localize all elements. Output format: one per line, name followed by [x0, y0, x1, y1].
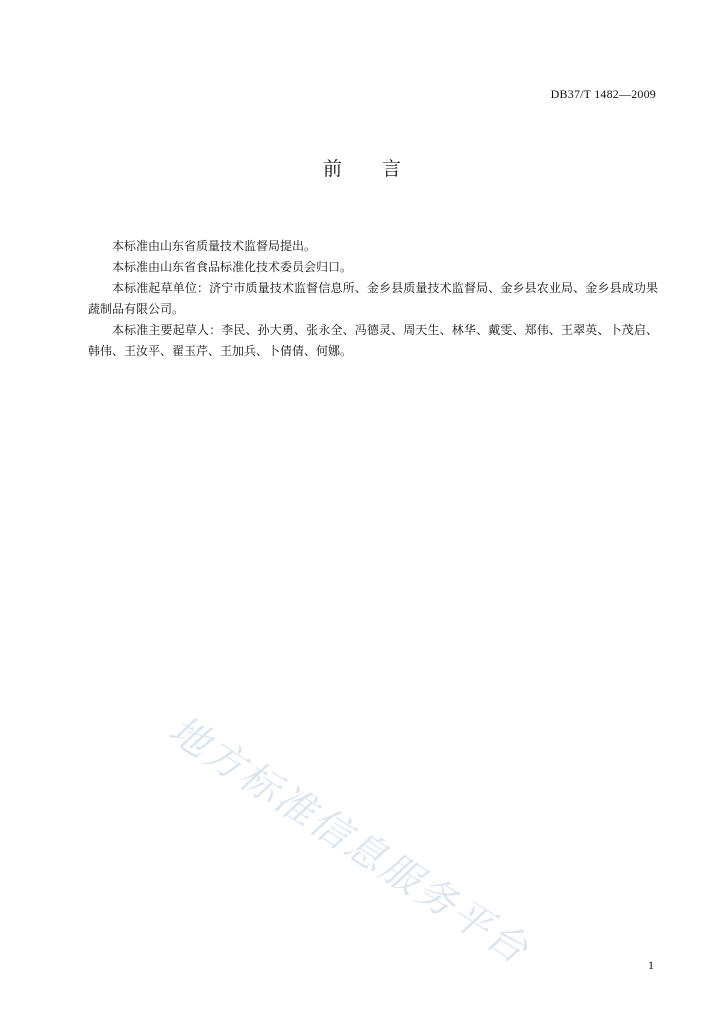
- paragraph-drafting-units: 本标准起草单位：济宁市质量技术监督信息所、金乡县质量技术监督局、金乡县农业局、金乡县成功果蔬制品有限公司。: [88, 281, 658, 316]
- title-char-1: 前: [322, 158, 342, 180]
- paragraph-centralized: 本标准由山东省食品标准化技术委员会归口。: [112, 260, 353, 274]
- page-number: 1: [648, 958, 654, 972]
- watermark: 地方标准信息服务平台: [160, 707, 538, 975]
- foreword-body: [88, 236, 658, 362]
- document-code: DB37/T 1482—2009: [550, 87, 656, 101]
- paragraph-drafters: 本标准主要起草人：李民、孙大勇、张永全、冯德灵、周天生、林华、戴雯、郑伟、王翠英、卜茂启、韩伟、王汝平、翟玉芹、王加兵、卜倩倩、何娜。: [88, 323, 658, 358]
- title-char-2: 言: [382, 158, 402, 180]
- page-title: [0, 154, 724, 181]
- paragraph-proposer: 本标准由山东省质量技术监督局提出。: [112, 239, 317, 253]
